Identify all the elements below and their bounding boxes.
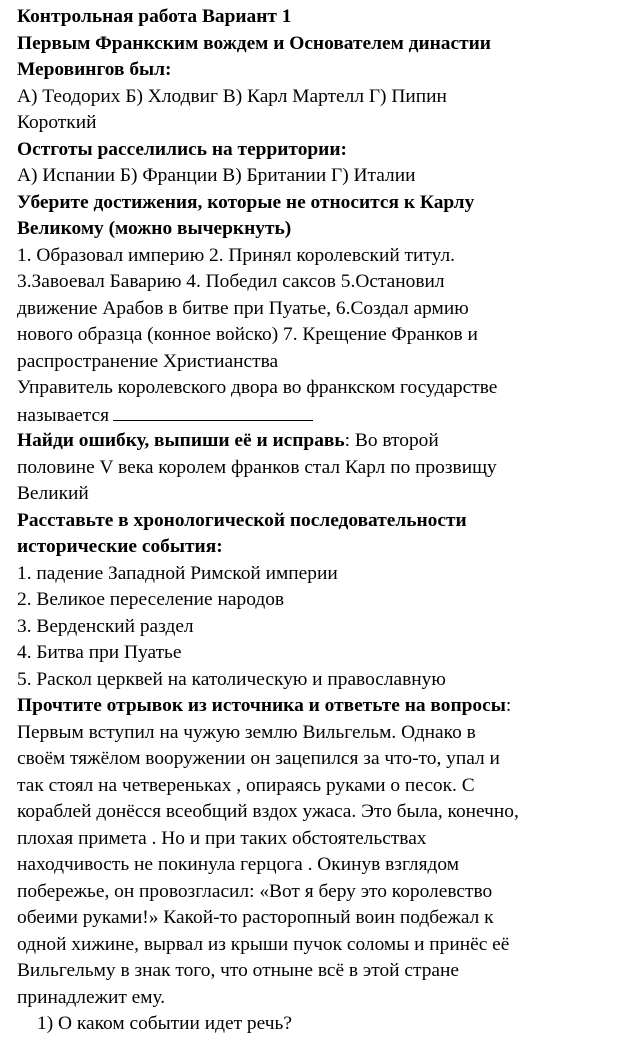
question-5-line-3: Великий <box>17 483 89 504</box>
question-3-line-2: Великому (можно вычеркнуть) <box>17 218 292 239</box>
question-7-instruction: Прочтите отрывок из источника и ответьте на вопросы <box>17 695 506 716</box>
passage-line: так стоял на четвереньках , опираясь руками о песок. С <box>17 774 475 796</box>
question-6-item: 2. Великое переселение народов <box>17 589 285 610</box>
question-7-sub-question: 1) О каком событии идет речь? <box>37 1013 292 1034</box>
question-5-line-1 <box>17 428 615 455</box>
question-3-text-line-2: 3.Завоевал Баварию 4. Победил саксов 5.Остановил <box>17 271 445 292</box>
passage-line: принадлежит ему. <box>17 986 166 1008</box>
answer-blank[interactable] <box>113 402 313 421</box>
question-4-line-1: Управитель королевского двора во франкском государстве <box>17 377 498 398</box>
question-4-line-2 <box>17 402 615 429</box>
question-5-instruction: Найди ошибку, выпиши её и исправь <box>17 430 345 451</box>
question-6-item: 1. падение Западной Римской империи <box>17 562 338 584</box>
passage-line: находчивость не покинула герцога . Окинув взглядом <box>17 854 459 875</box>
question-4-text: называется <box>17 404 110 426</box>
passage-line: обеими руками!» Какой-то расторопный воин подбежал к <box>17 907 494 928</box>
question-3-text-line-4: нового образца (конное войско) 7. Крещение Франков и <box>17 324 478 345</box>
passage-line: плохая примета . Но и при таких обстоятельствах <box>17 827 427 849</box>
passage-line: кораблей донёсся всеобщий вздох ужаса. Это была, конечно, <box>17 801 519 822</box>
question-2-options: А) Испании Б) Франции В) Британии Г) Италии <box>17 165 416 186</box>
question-1-options-line-2: Короткий <box>17 112 97 133</box>
question-6-line-2: исторические события: <box>17 536 223 557</box>
question-1-line-2: Меровингов был: <box>17 59 172 80</box>
question-6-item: 3. Верденский раздел <box>17 615 194 637</box>
question-6-item: 5. Раскол церквей на католическую и православную <box>17 668 446 690</box>
passage-line: Вильгельму в знак того, что отныне всё в этой стране <box>17 960 459 981</box>
question-6-line-1: Расставьте в хронологической последовательности <box>17 509 467 531</box>
passage-line: своём тяжёлом вооружении он зацепился за что-то, упал и <box>17 748 500 769</box>
question-7-colon: : <box>505 695 512 716</box>
passage-line: одной хижине, вырвал из крыши пучок соломы и принёс её <box>17 933 510 955</box>
question-3-line-1: Уберите достижения, которые не относится к Карлу <box>17 191 475 213</box>
passage-line: побережье, он провозгласил: «Вот я беру это королевство <box>17 880 493 902</box>
question-6-item: 4. Битва при Пуатье <box>17 642 182 663</box>
question-3-text-line-1: 1. Образовал империю 2. Принял королевский титул. <box>17 244 455 266</box>
question-5-text-start: : Во второй <box>344 430 439 451</box>
question-5-line-2: половине V века королем франков стал Карл по прозвищу <box>17 456 497 478</box>
question-7-heading <box>17 693 615 720</box>
passage-line: Первым вступил на чужую землю Вильгельм. Однако в <box>17 721 476 743</box>
worksheet-title: Контрольная работа Вариант 1 <box>17 6 292 27</box>
question-1-line-1: Первым Франкским вождем и Основателем династии <box>17 32 491 54</box>
question-3-text-line-3: движение Арабов в битве при Пуатье, 6.Создал армию <box>17 297 469 319</box>
question-1-options-line-1: А) Теодорих Б) Хлодвиг В) Карл Мартелл Г) Пипин <box>17 85 447 107</box>
question-3-text-line-5: распространение Христианства <box>17 350 279 372</box>
question-2: Остготы расселились на территории: <box>17 138 347 160</box>
